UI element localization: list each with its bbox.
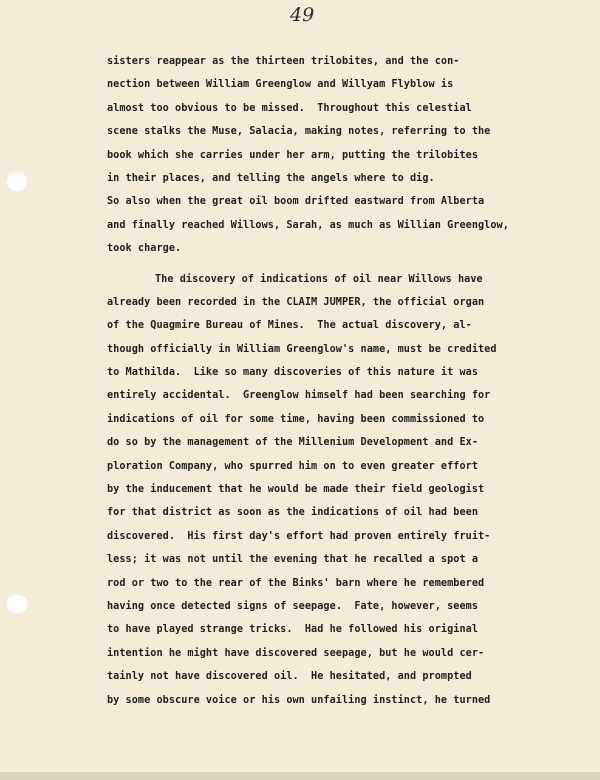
text-line: to Mathilda. Like so many discoveries of this nature it was: [107, 367, 479, 379]
text-line: having once detected signs of seepage. Fate, however, seems: [107, 600, 479, 612]
text-line: nection between William Greenglow and Willyam Flyblow is: [107, 79, 454, 91]
text-line: indications of oil for some time, having been commissioned to: [107, 413, 485, 425]
text-line: ploration Company, who spurred him on to even greater effort: [107, 460, 479, 472]
text-line: took charge.: [107, 243, 182, 255]
text-line: already been recorded in the CLAIM JUMPER, the official organ: [107, 296, 485, 308]
text-line: scene stalks the Muse, Salacia, making notes, referring to the: [107, 126, 491, 138]
text-line: in their places, and telling the angels where to dig.: [107, 172, 435, 184]
text-line: do so by the management of the Millenium Development and Ex-: [107, 437, 479, 449]
text-line: tainly not have discovered oil. He hesitated, and prompted: [107, 671, 472, 683]
scan-edge: [0, 772, 600, 780]
text-line: to have played strange tricks. Had he followed his original: [107, 624, 479, 636]
body-text: [107, 50, 577, 712]
paragraph-1: [107, 50, 577, 261]
text-line: of the Quagmire Bureau of Mines. The actual discovery, al-: [107, 320, 472, 332]
paragraph-spacer: [107, 261, 577, 268]
text-line: and finally reached Willows, Sarah, as much as Willian Greenglow,: [107, 219, 509, 231]
text-line: book which she carries under her arm, putting the trilobites: [107, 149, 479, 161]
text-line: by the inducement that he would be made their field geologist: [107, 484, 485, 496]
text-line: intention he might have discovered seepage, but he would cer-: [107, 647, 485, 659]
text-line: almost too obvious to be missed. Throughout this celestial: [107, 102, 472, 114]
page-number: 49: [290, 4, 315, 26]
text-line: less; it was not until the evening that he recalled a spot a: [107, 554, 479, 566]
text-line: rod or two to the rear of the Binks' barn where he remembered: [107, 577, 485, 589]
text-line: The discovery of indications of oil near Willows have: [155, 273, 483, 285]
text-line: discovered. His first day's effort had proven entirely fruit-: [107, 530, 491, 542]
text-line: though officially in William Greenglow's name, must be credited: [107, 343, 497, 355]
text-line: by some obscure voice or his own unfailing instinct, he turned: [107, 694, 491, 706]
text-line: for that district as soon as the indications of oil had been: [107, 507, 479, 519]
text-line: sisters reappear as the thirteen trilobites, and the con-: [107, 56, 460, 67]
text-line: So also when the great oil boom drifted eastward from Alberta: [107, 196, 485, 208]
text-line: entirely accidental. Greenglow himself had been searching for: [107, 390, 491, 402]
paragraph-2: [107, 268, 577, 712]
punch-hole: [6, 594, 28, 614]
punch-hole: [6, 172, 28, 192]
